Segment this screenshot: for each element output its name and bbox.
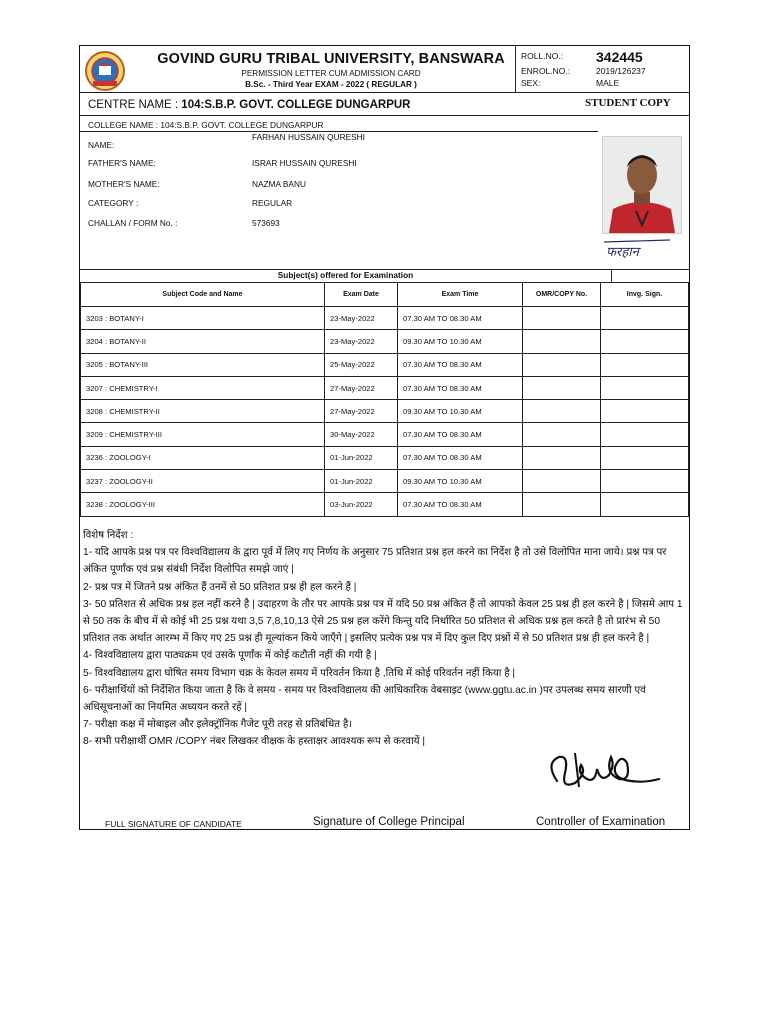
challan-label: CHALLAN / FORM No. : <box>88 218 178 228</box>
roll-label: ROLL.NO.: <box>521 51 564 61</box>
time-cell: 09.30 AM TO 10.30 AM <box>398 330 523 353</box>
roll-number: 342445 <box>596 49 643 65</box>
sign-cell <box>601 493 689 516</box>
enrol-number: 2019/126237 <box>596 66 646 76</box>
document-type: PERMISSION LETTER CUM ADMISSION CARD <box>241 69 421 78</box>
table-row <box>81 376 689 399</box>
sign-cell <box>601 470 689 493</box>
date-cell: 30-May-2022 <box>325 423 398 446</box>
table-row <box>81 307 689 330</box>
omr-cell <box>523 307 601 330</box>
special-instructions <box>83 527 687 751</box>
university-emblem-icon <box>84 50 126 92</box>
enrol-label: ENROL.NO.: <box>521 66 571 76</box>
table-row <box>81 330 689 353</box>
name-value: FARHAN HUSSAIN QURESHI <box>252 132 365 142</box>
omr-cell <box>523 470 601 493</box>
instruction-item: 1- यदि आपके प्रश्न पत्र पर विश्वविद्यालय के द्वारा पूर्व में लिए गए निर्णय के अनुसार 75 प्रतिशत प्रश्न हल करने का निर्देश है तो उसे विलोपित माना जाये। प्रश्न पत्र पर अंकित पूर्णांक एवं प्रश्न संबंधी निर्देश विलोपित समझे जाएं | <box>83 547 667 576</box>
sign-cell <box>601 376 689 399</box>
omr-cell <box>523 330 601 353</box>
instruction-item: 7- परीक्षा कक्ष में मोबाइल और इलेक्ट्रॉनिक गैजेट पूरी तरह से प्रतिबंधित है। <box>83 719 353 731</box>
table-row <box>81 470 689 493</box>
student-photo-icon <box>603 137 681 233</box>
challan-value: 573693 <box>252 218 280 228</box>
date-cell: 27-May-2022 <box>325 376 398 399</box>
sex-value: MALE <box>596 78 620 88</box>
exam-name: B.Sc. - Third Year EXAM - 2022 ( REGULAR ) <box>245 80 417 89</box>
candidate-signature-text: फरहान <box>606 245 639 260</box>
instruction-item: 2- प्रश्न पत्र में जितने प्रश्न अंकित हैं उनमें से 50 प्रतिशत प्रश्न ही हल करने हैं | <box>83 581 357 593</box>
subject-cell: 3207 : CHEMISTRY-I <box>81 376 325 399</box>
date-cell: 01-Jun-2022 <box>325 470 398 493</box>
col-time: Exam Time <box>398 283 523 307</box>
category-label: CATEGORY : <box>88 198 139 208</box>
table-header-row <box>81 283 689 307</box>
father-value: ISRAR HUSSAIN QURESHI <box>252 158 357 168</box>
col-omr: OMR/COPY No. <box>523 283 601 307</box>
subject-cell: 3238 : ZOOLOGY-III <box>81 493 325 516</box>
time-cell: 07.30 AM TO 08.30 AM <box>398 307 523 330</box>
subject-cell: 3204 : BOTANY-II <box>81 330 325 353</box>
table-row <box>81 423 689 446</box>
omr-cell <box>523 400 601 423</box>
sign-cell <box>601 353 689 376</box>
instruction-item: 4- विश्वविद्यालय द्वारा पाठ्यक्रम एवं उसके पूर्णांक में कोई कटौती नहीं की गयी है | <box>83 650 377 662</box>
category-value: REGULAR <box>252 198 293 208</box>
admission-card <box>79 45 690 830</box>
mother-label: MOTHER'S NAME: <box>88 179 160 189</box>
date-cell: 03-Jun-2022 <box>325 493 398 516</box>
date-cell: 01-Jun-2022 <box>325 446 398 469</box>
copy-type: STUDENT COPY <box>585 97 671 109</box>
subjects-table <box>80 282 689 517</box>
subject-cell: 3203 : BOTANY-I <box>81 307 325 330</box>
instruction-item: 6- परीक्षार्थियों को निर्देशित किया जाता है कि वे समय - समय पर विश्वविद्यालय की आधिकारिक वेबसाइट (www.ggtu.ac.in )पर उपलब्ध समय सारणी एवं अधिसूचनाओं का नियमित अध्ययन करते रहें | <box>83 684 646 714</box>
student-photo <box>602 136 682 234</box>
principal-signature-label: Signature of College Principal <box>313 816 465 828</box>
time-cell: 07.30 AM TO 08.30 AM <box>398 423 523 446</box>
sign-cell <box>601 400 689 423</box>
subject-cell: 3208 : CHEMISTRY-II <box>81 400 325 423</box>
university-name: GOVIND GURU TRIBAL UNIVERSITY, BANSWARA <box>157 51 505 67</box>
table-row <box>81 353 689 376</box>
sign-cell <box>601 330 689 353</box>
subject-cell: 3237 : ZOOLOGY-II <box>81 470 325 493</box>
time-cell: 07.30 AM TO 08.30 AM <box>398 353 523 376</box>
father-label: FATHER'S NAME: <box>88 158 156 168</box>
name-label: NAME: <box>88 140 115 150</box>
mother-value: NAZMA BANU <box>252 179 306 189</box>
date-cell: 25-May-2022 <box>325 353 398 376</box>
subjects-title: Subject(s) offered for Examination <box>277 270 414 280</box>
time-cell: 09.30 AM TO 10.30 AM <box>398 400 523 423</box>
centre-value: 104:S.B.P. GOVT. COLLEGE DUNGARPUR <box>181 99 411 111</box>
time-cell: 07.30 AM TO 08.30 AM <box>398 493 523 516</box>
col-subject: Subject Code and Name <box>81 283 325 307</box>
centre-name <box>88 99 411 111</box>
controller-label: Controller of Examination <box>536 816 666 828</box>
controller-signature <box>535 743 665 805</box>
college-name: COLLEGE NAME : 104:S.B.P. GOVT. COLLEGE DUNGARPUR <box>88 120 324 130</box>
date-cell: 23-May-2022 <box>325 307 398 330</box>
sign-cell <box>601 423 689 446</box>
omr-cell <box>523 446 601 469</box>
subject-cell: 3205 : BOTANY-III <box>81 353 325 376</box>
omr-cell <box>523 423 601 446</box>
date-cell: 27-May-2022 <box>325 400 398 423</box>
candidate-signature <box>602 234 674 264</box>
omr-cell <box>523 353 601 376</box>
sign-cell <box>601 307 689 330</box>
sign-cell <box>601 446 689 469</box>
instructions-heading: विशेष निर्देश : <box>83 530 134 541</box>
instruction-item: 5- विश्वविद्यालय द्वारा घोषित समय विभाग चक्र के केवल समय में परिवर्तन किया है ,तिथि में कोई परिवर्तन नहीं किया है | <box>83 667 516 679</box>
table-row <box>81 446 689 469</box>
time-cell: 07.30 AM TO 08.30 AM <box>398 376 523 399</box>
centre-label: CENTRE NAME : <box>88 99 179 111</box>
time-cell: 07.30 AM TO 08.30 AM <box>398 446 523 469</box>
col-sign: Invg. Sign. <box>601 283 689 307</box>
omr-cell <box>523 376 601 399</box>
instruction-item: 8- सभी परीक्षार्थी OMR /COPY नंबर लिखकर वीक्षक के हस्ताक्षर आवश्यक रूप से करवायें | <box>83 736 425 748</box>
sex-label: SEX: <box>521 78 541 88</box>
time-cell: 09.30 AM TO 10.30 AM <box>398 470 523 493</box>
candidate-signature-label: FULL SIGNATURE OF CANDIDATE <box>105 819 242 829</box>
table-row <box>81 493 689 516</box>
col-date: Exam Date <box>325 283 398 307</box>
omr-cell <box>523 493 601 516</box>
date-cell: 23-May-2022 <box>325 330 398 353</box>
table-row <box>81 400 689 423</box>
subject-cell: 3209 : CHEMISTRY-III <box>81 423 325 446</box>
subject-cell: 3236 : ZOOLOGY-I <box>81 446 325 469</box>
instruction-item: 3- 50 प्रतिशत से अधिक प्रश्न हल नहीं करने है | उदाहरण के तौर पर आपके प्रश्न पत्र में यदि 50 प्रश्न अंकित हैं तो आपको केवल 25 प्रश्न ही हल करने है | जिसमे आप 1 से 50 तक के बीच में से कोई भी 25 प्रश्न यथा 3,5 7,8,10,13 ऐसे 25 प्रश्न हल करेंगे किन्तु यदि निर्धारित 50 प्रतिशत से अधिक प्रश्न हल करते है तो प्रारंभ से 50 प्रतिशत तक अर्थात आरम्भ में किए गए 25 प्रश्न ही मूल्यांकन किये जाएँगे | इसलिए प्रत्येक प्रश्न पत्र में दिए कुल दिए प्रश्नों में से 50 प्रतिशत प्रश्न ही हल करने है | <box>83 598 683 645</box>
